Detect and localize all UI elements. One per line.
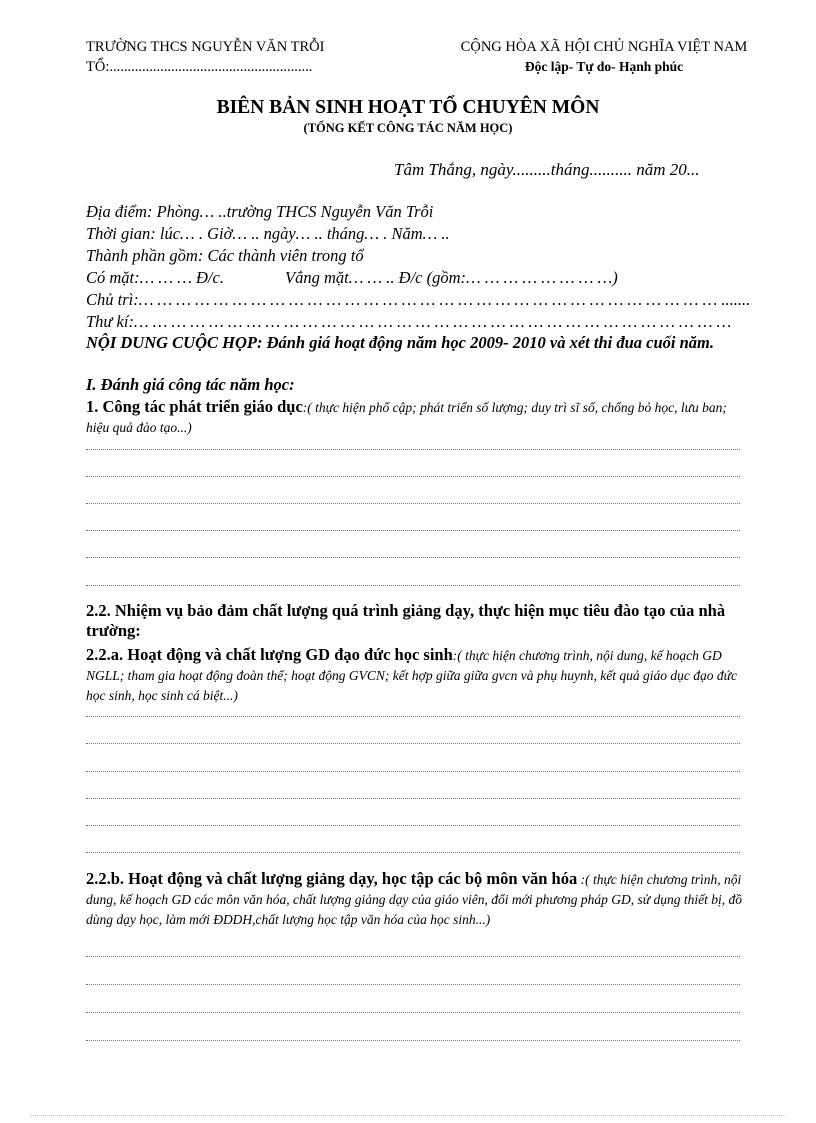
nation-motto: Độc lập- Tự do- Hạnh phúc: [524, 59, 684, 74]
item-1-heading: 1. Công tác phát triển giáo dục: [86, 397, 303, 416]
blank-line: [86, 530, 740, 531]
blank-line: [86, 852, 740, 853]
blank-line: [86, 503, 740, 504]
school-header: [86, 37, 324, 77]
school-name: TRƯỜNG THCS NGUYỄN VĂN TRỖI: [86, 39, 325, 55]
blank-line: [86, 449, 740, 450]
blank-line: [86, 825, 740, 826]
secretary-line: Thư kí:… … … … … … … … … … … … … … … … … … … … … … … … … … … … … … … …: [86, 312, 732, 331]
item-2-2-heading: 2.2. Nhiệm vụ bảo đảm chất lượng quá trình giảng dạy, thực hiện mục tiêu đào tạo của nhà trường:: [86, 601, 726, 640]
item-2-2-b-heading: 2.2.b. Hoạt động và chất lượng giảng dạy, học tập các bộ môn văn hóa: [86, 869, 578, 888]
date-line: Tâm Thắng, ngày.........tháng.......... năm 20...: [394, 160, 700, 179]
nation-name: CỘNG HÒA XÃ HỘI CHỦ NGHĨA VIỆT NAM: [460, 39, 748, 55]
item-2-2-b-note: :( thực hiện chương trình, nội dung, kế hoạch GD các môn văn hóa, chất lượng giảng dạy của giáo viên, đổi mới phương pháp GD, sử dụng thiết bị, đồ dùng dạy học, làm mới ĐDDH,chất lượng học tập văn hóa của học sinh...): [86, 872, 742, 927]
blank-line: [86, 557, 740, 558]
meeting-content: NỘI DUNG CUỘC HỌP: Đánh giá hoạt động năm học 2009- 2010 và xét thi đua cuối năm.: [86, 333, 714, 352]
blank-line: [86, 1012, 740, 1013]
section-1-heading: I. Đánh giá công tác năm học:: [86, 375, 295, 394]
page-bottom-divider: [30, 1115, 786, 1116]
location-line: Địa điểm: Phòng… ..trường THCS Nguyễn Văn Trỗi: [86, 202, 434, 221]
blank-line: [86, 743, 740, 744]
blank-line: [86, 984, 740, 985]
item-1-note: :( thực hiện phổ cập; phát triển số lượng; duy trì sĩ số, chống bỏ học, lưu ban; hiệu quả đào tạo...): [86, 400, 727, 435]
item-2-2-b: [86, 869, 746, 930]
item-2-2-a-note: :( thực hiện chương trình, nội dung, kế hoạch GD NGLL; tham gia hoạt động đoàn thể; hoạt động GVCN; kết hợp giữa giữa gvcn và phụ huynh, kết quả giáo dục đạo đức học sinh, học sinh cá biệt...): [86, 648, 737, 703]
blank-line: [86, 956, 740, 957]
blank-line: [86, 476, 740, 477]
document-title: BIÊN BẢN SINH HOẠT TỔ CHUYÊN MÔN: [216, 97, 600, 118]
blank-line: [86, 771, 740, 772]
chair-line: Chủ trì:… … … … … … … … … … … … … … … … … … … … … … … … … … … … … … … .......: [86, 290, 751, 309]
blank-line: [86, 716, 740, 717]
item-2-2-a: [86, 645, 746, 706]
time-line: Thời gian: lúc… . Giờ… .. ngày… .. tháng… . Năm… ..: [86, 224, 450, 243]
present-line: Có mặt:… … … Đ/c.: [86, 268, 224, 287]
blank-line: [86, 798, 740, 799]
blank-line: [86, 585, 740, 586]
item-1: [86, 397, 746, 438]
absent-line: Vắng mặt… … .. Đ/c (gồm:… … … … … … … …): [285, 268, 618, 287]
blank-line: [86, 1040, 740, 1041]
document-subtitle: (TỔNG KẾT CÔNG TÁC NĂM HỌC): [303, 121, 513, 135]
item-2-2-a-heading: 2.2.a. Hoạt động và chất lượng GD đạo đức học sinh: [86, 645, 453, 664]
nation-header: [420, 37, 788, 77]
members-line: Thành phần gồm: Các thành viên trong tổ: [86, 246, 364, 265]
group-name: TỔ:........................................................: [86, 59, 313, 75]
